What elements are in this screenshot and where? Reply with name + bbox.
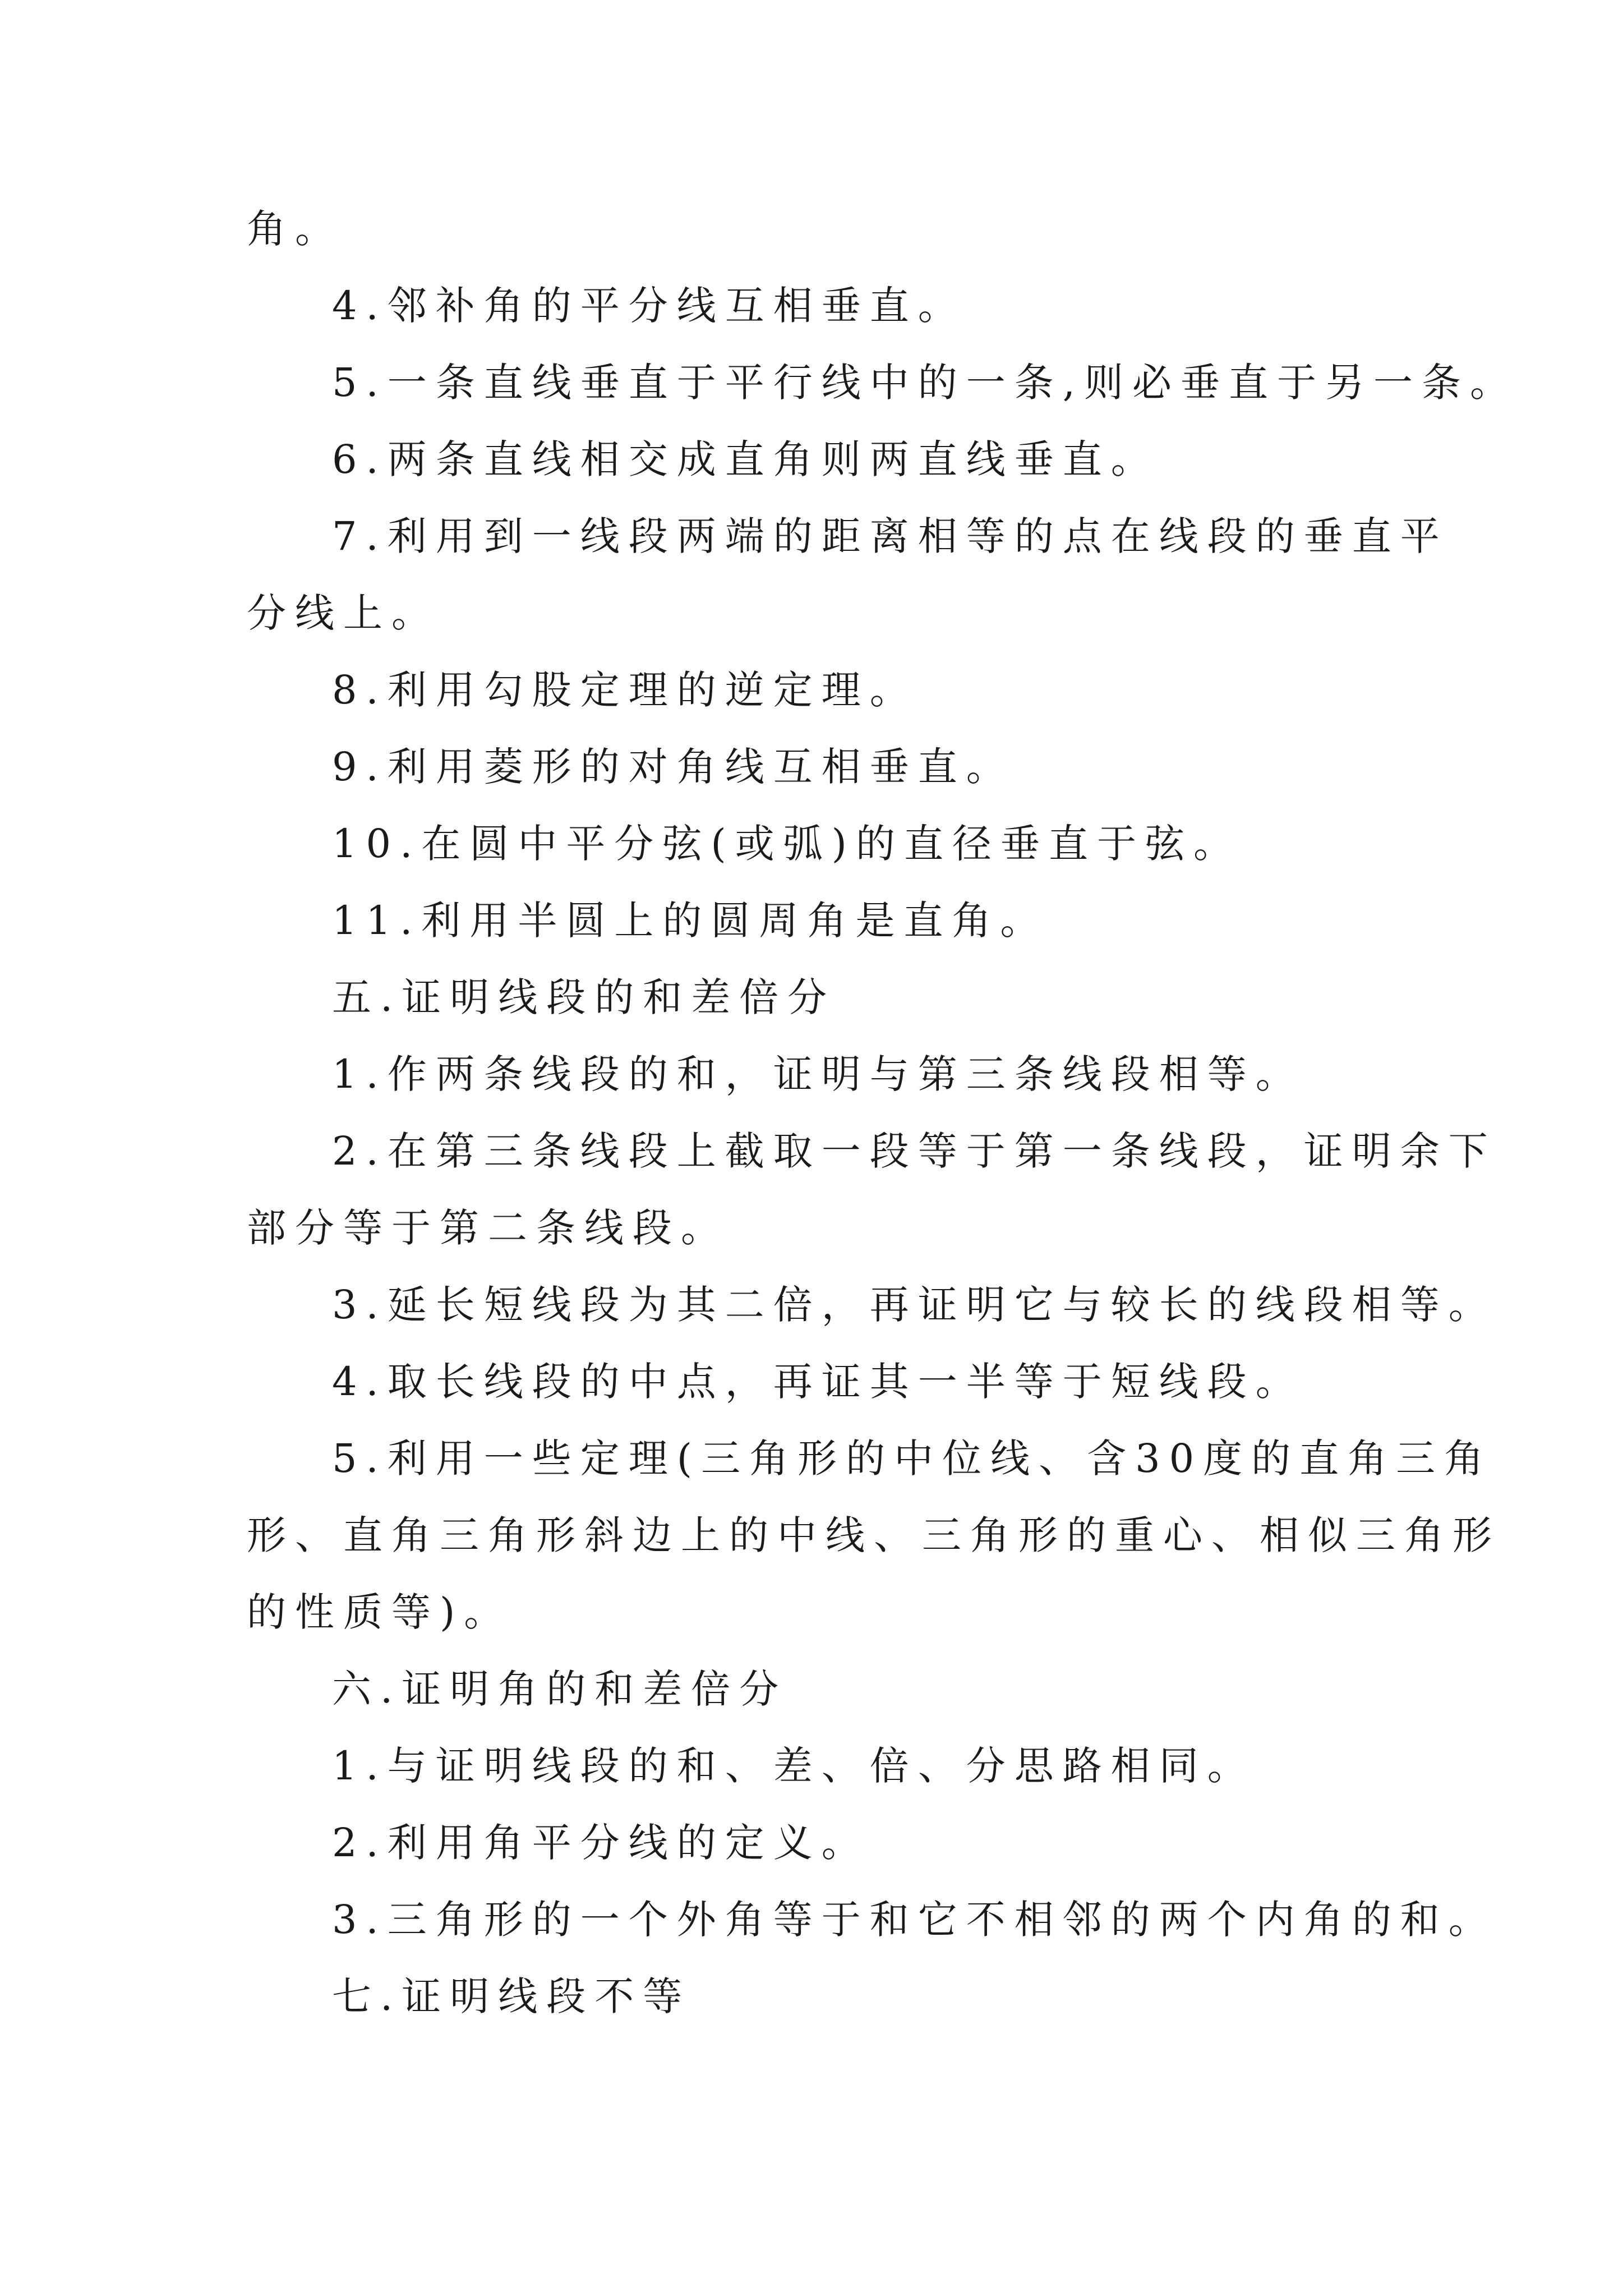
text-line: 角。: [247, 206, 343, 252]
document-body: [247, 191, 1519, 2035]
text-line: 10.在圆中平分弦(或弧)的直径垂直于弦。: [332, 821, 1242, 867]
text-line: 4.取长线段的中点，再证其一半等于短线段。: [332, 1359, 1304, 1405]
text-line: 8.利用勾股定理的逆定理。: [332, 667, 918, 713]
text-line: 的性质等)。: [247, 1589, 513, 1635]
text-line: 4.邻补角的平分线互相垂直。: [332, 283, 966, 329]
text-line: 1.作两条线段的和，证明与第三条线段相等。: [332, 1051, 1304, 1097]
text-line: 5.一条直线垂直于平行线中的一条,则必垂直于另一条。: [332, 360, 1519, 406]
text-line: 分线上。: [247, 590, 440, 636]
text-line: 形、直角三角形斜边上的中线、三角形的重心、相似三角形: [247, 1512, 1501, 1558]
text-line: 7.利用到一线段两端的距离相等的点在线段的垂直平: [332, 513, 1449, 559]
text-line: 6.两条直线相交成直角则两直线垂直。: [332, 436, 1159, 482]
text-line: 9.利用菱形的对角线互相垂直。: [332, 744, 1015, 790]
text-line: 5.利用一些定理(三角形的中位线、含30度的直角三角: [332, 1435, 1493, 1481]
text-line: 2.利用角平分线的定义。: [332, 1820, 870, 1866]
text-line: 1.与证明线段的和、差、倍、分思路相同。: [332, 1743, 1256, 1789]
text-line: 11.利用半圆上的圆周角是直角。: [332, 898, 1049, 944]
section-heading: 六.证明角的和差倍分: [332, 1666, 788, 1712]
section-heading: 七.证明线段不等: [332, 1973, 691, 2019]
text-line: 2.在第三条线段上截取一段等于第一条线段，证明余下: [332, 1128, 1497, 1174]
text-line: 3.延长短线段为其二倍，再证明它与较长的线段相等。: [332, 1282, 1497, 1328]
section-heading: 五.证明线段的和差倍分: [332, 974, 836, 1020]
text-line: 3.三角形的一个外角等于和它不相邻的两个内角的和。: [332, 1897, 1497, 1943]
text-line: 部分等于第二条线段。: [247, 1205, 729, 1251]
